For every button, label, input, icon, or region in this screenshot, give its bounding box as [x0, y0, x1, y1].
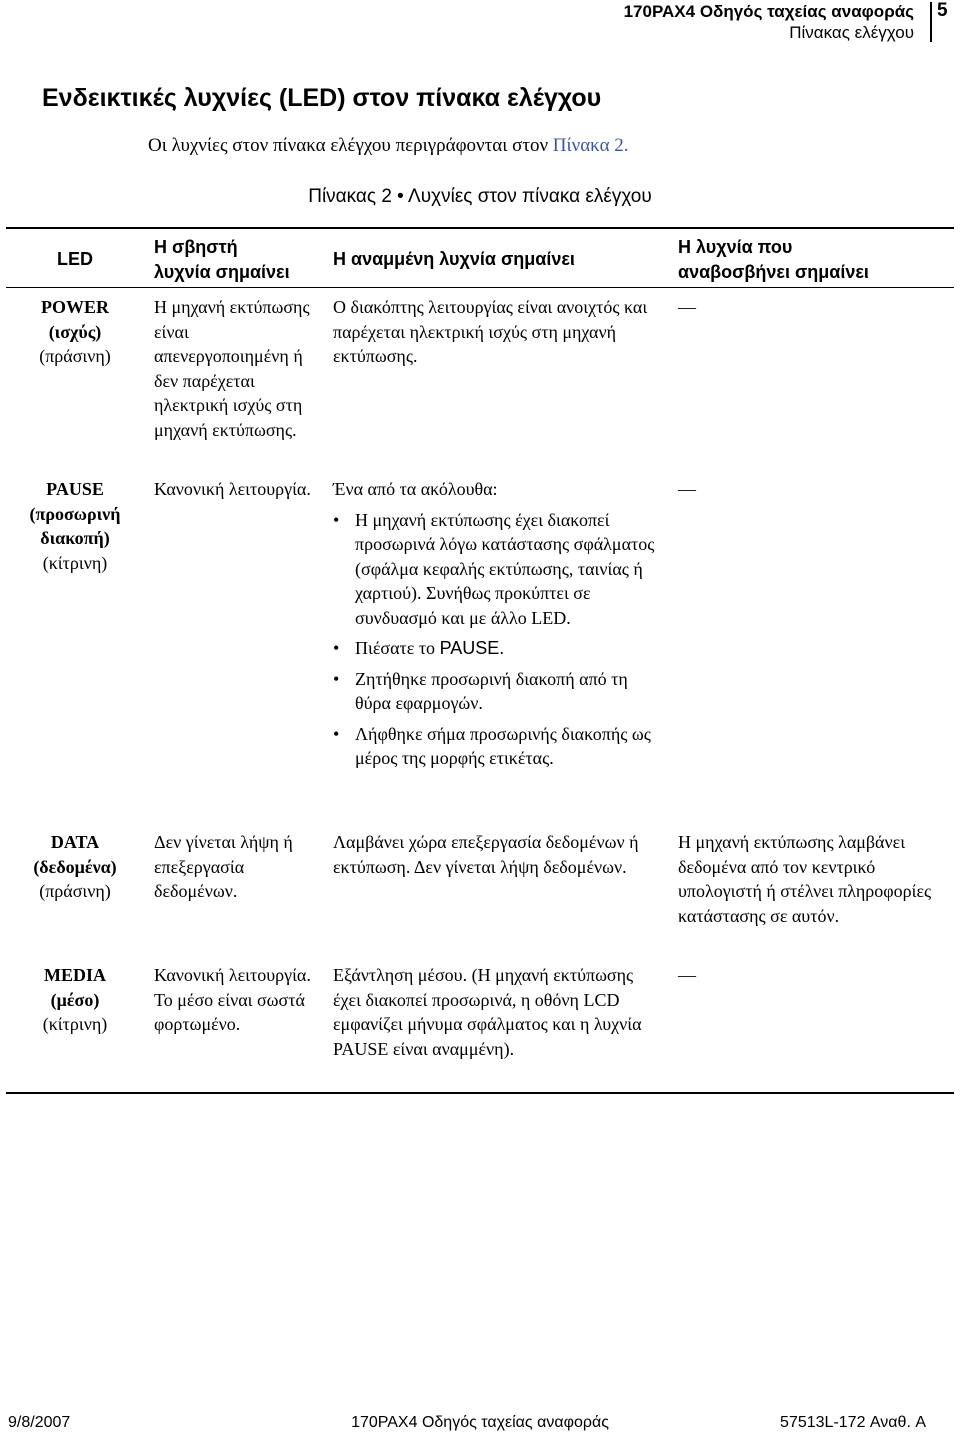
- power-off-text: Η μηχανή εκτύπωσης είναι απενεργοποιημένη ή δεν παρέχεται ηλεκτρική ισχύς στη μηχανή εκτύπωσης.: [154, 297, 310, 440]
- led-data-color: (πράσινη): [39, 881, 111, 901]
- table-bottom-rule: [6, 1092, 954, 1094]
- led-pause-meaning: (προσωρινή διακοπή): [29, 503, 121, 548]
- list-item-text: Πιέσατε το: [355, 638, 440, 658]
- list-item: • Η μηχανή εκτύπωσης έχει διακοπεί προσωρινά λόγω κατάστασης σφάλματος (σφάλμα κεφαλής εκτύπωσης, ταινίας ή χαρτιού). Συνήθως προκύπτει σε συνδυασμό και με άλλο LED.: [333, 508, 663, 631]
- led-media: [6, 963, 144, 1037]
- led-power-name: POWER: [40, 297, 109, 317]
- header-off-line1: Η σβηστή: [154, 237, 238, 257]
- media-blink-text: —: [678, 965, 696, 985]
- table-link[interactable]: Πίνακα 2.: [552, 135, 629, 156]
- pause-key-label: PAUSE.: [439, 638, 505, 658]
- media-on-text: Εξάντληση μέσου. (Η μηχανή εκτύπωσης έχει διακοπεί προσωρινά, η οθόνη LCD εμφανίζει μήνυμα σφάλματος και η λυχνία PAUSE είναι αναμμένη).: [333, 965, 642, 1059]
- page-number: 5: [937, 0, 948, 21]
- pause-on-intro: Ένα από τα ακόλουθα:: [333, 479, 498, 499]
- list-item: [333, 636, 663, 661]
- header-blink: [678, 235, 954, 284]
- header-blink-line1: Η λυχνία που: [678, 237, 793, 257]
- media-off-text: Κανονική λειτουργία. Το μέσο είναι σωστά φορτωμένο.: [154, 965, 311, 1034]
- led-power-color: (πράσινη): [39, 346, 111, 366]
- list-item: • Ζητήθηκε προσωρινή διακοπή από τη θύρα εφαρμογών.: [333, 667, 663, 716]
- list-item: • Λήφθηκε σήμα προσωρινής διακοπής ως μέρος της μορφής ετικέτας.: [333, 722, 663, 771]
- footer-doc-id: 57513L-172 Αναθ. A: [780, 1414, 926, 1431]
- power-on-text: Ο διακόπτης λειτουργίας είναι ανοιχτός και παρέχεται ηλεκτρική ισχύς στη μηχανή εκτύπωσης.: [333, 297, 648, 366]
- data-on-text: Λαμβάνει χώρα επεξεργασία δεδομένων ή εκτύπωση. Δεν γίνεται λήψη δεδομένων.: [333, 832, 639, 877]
- pause-off-text: Κανονική λειτουργία.: [154, 479, 311, 499]
- header-blink-line2: αναβοσβήνει σημαίνει: [678, 261, 869, 282]
- header-off: [154, 235, 322, 284]
- footer-title: 170PAX4 Οδηγός ταχείας αναφοράς: [351, 1414, 609, 1431]
- data-blink-text: Η μηχανή εκτύπωσης λαμβάνει δεδομένα από τον κεντρικό υπολογιστή ή στέλνει πληροφορίες κατάστασης σε αυτόν.: [678, 832, 932, 926]
- running-header-subtitle: Πίνακας ελέγχου: [789, 23, 914, 42]
- led-power-meaning: (ισχύς): [48, 321, 102, 342]
- led-data: [6, 830, 144, 904]
- header-divider: [930, 2, 932, 42]
- intro-text: Οι λυχνίες στον πίνακα ελέγχου περιγράφονται στον: [148, 135, 553, 156]
- pause-on-list: [333, 508, 663, 771]
- pause-on-cell: [333, 477, 663, 771]
- header-off-line2: λυχνία σημαίνει: [154, 261, 290, 282]
- led-pause-name: PAUSE: [46, 479, 104, 499]
- led-data-name: DATA: [50, 832, 100, 852]
- data-off-text: Δεν γίνεται λήψη ή επεξεργασία δεδομένων.: [154, 832, 293, 901]
- table-top-rule: [6, 227, 954, 229]
- led-pause-color: (κίτρινη): [42, 552, 108, 573]
- header-led: LED: [57, 249, 93, 269]
- pause-blink-text: —: [678, 479, 696, 499]
- led-power: [6, 295, 144, 369]
- header-bottom-rule: [6, 287, 954, 288]
- led-pause: [6, 477, 144, 575]
- running-header-title: 170PAX4 Οδηγός ταχείας αναφοράς: [623, 2, 914, 21]
- led-media-meaning: (μέσο): [50, 989, 100, 1010]
- section-title: Ενδεικτικές λυχνίες (LED) στον πίνακα ελέγχου: [42, 84, 602, 112]
- led-data-meaning: (δεδομένα): [33, 856, 117, 877]
- intro-paragraph: [148, 135, 629, 157]
- led-media-name: MEDIA: [44, 965, 106, 985]
- header-on: Η αναμμένη λυχνία σημαίνει: [333, 249, 575, 269]
- power-blink-text: —: [678, 297, 696, 317]
- footer-date: 9/8/2007: [8, 1414, 71, 1431]
- table-caption: Πίνακας 2 • Λυχνίες στον πίνακα ελέγχου: [308, 186, 652, 207]
- led-media-color: (κίτρινη): [42, 1014, 108, 1034]
